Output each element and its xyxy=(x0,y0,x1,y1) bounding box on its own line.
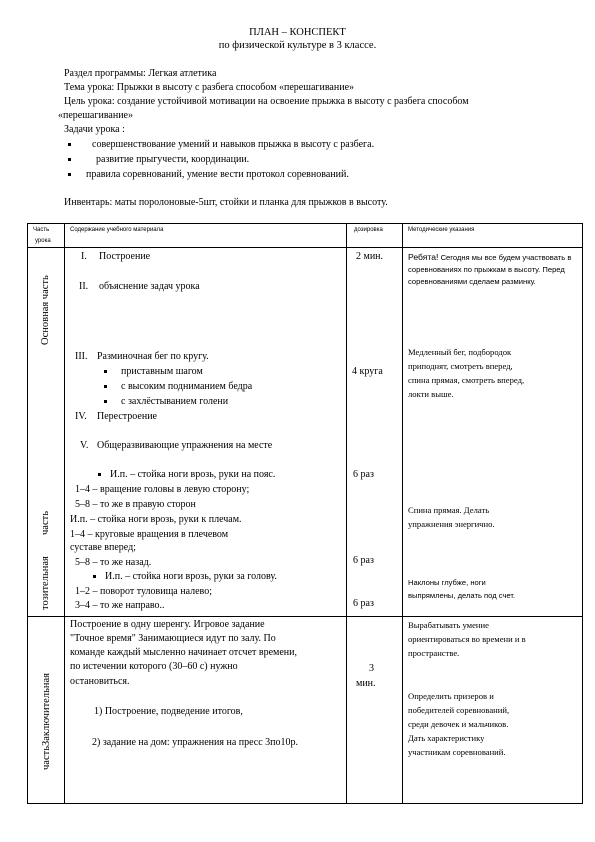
bullet-icon xyxy=(93,575,96,578)
method-note: среди девочек и мальчиков. xyxy=(408,719,509,729)
exercise-line: 1–2 – поворот туловища налево; xyxy=(75,586,212,597)
bullet-icon xyxy=(104,400,107,403)
final-line: команде каждый мысленно начинает отсчет времени, xyxy=(70,647,298,658)
final-line: 1) Построение, подведение итогов, xyxy=(94,706,243,717)
exercise-line: 5–8 – то же назад. xyxy=(75,557,152,568)
list-item: приставным шагом xyxy=(121,366,203,377)
lesson-goal: Цель урока: создание устойчивой мотивации на освоение прыжка в высоту с разбега способом xyxy=(64,96,469,107)
method-note-lead: Ребята! xyxy=(408,252,439,262)
item-text: объяснение задач урока xyxy=(99,281,200,292)
method-note: локти выше. xyxy=(408,389,454,399)
final-line: "Точное время" Занимающиеся идут по залу. По xyxy=(70,633,276,644)
part-label-main: Основная часть xyxy=(40,275,51,345)
item-number: V. xyxy=(80,440,89,451)
method-note: приподнят, смотреть вперед, xyxy=(408,361,513,371)
list-item: с высоким подниманием бедра xyxy=(121,381,253,392)
task-item: правила соревнований, умение вести протокол соревнований. xyxy=(86,169,349,180)
method-note: спина прямая, смотреть вперед, xyxy=(408,375,525,385)
final-line: 2) задание на дом: упражнения на пресс 3по10р. xyxy=(92,737,299,748)
part-label-final: частьЗаключительная xyxy=(41,673,52,770)
part-label-prep-b: тозительная xyxy=(40,556,51,610)
method-note xyxy=(408,251,578,289)
method-note: участникам соревнований. xyxy=(408,747,506,757)
exercise-line: суставе вперед; xyxy=(70,542,136,553)
item-text: Перестроение xyxy=(97,411,157,422)
exercise-line: 3–4 – то же направо.. xyxy=(75,600,165,611)
bullet-icon xyxy=(68,173,71,176)
method-note: победителей соревнований, xyxy=(408,705,510,715)
item-number: I. xyxy=(81,251,87,262)
method-note: Спина прямая. Делать xyxy=(408,505,490,515)
bullet-icon xyxy=(104,385,107,388)
method-note: ориентироваться во времени и в xyxy=(408,634,526,644)
header-content: Содержание учебного материала xyxy=(70,227,164,233)
exercise-line: И.п. – стойка ноги врозь, руки на пояс. xyxy=(110,469,276,480)
final-line: остановиться. xyxy=(70,676,130,687)
document-title: ПЛАН – КОНСПЕКТ xyxy=(249,27,346,38)
dosage-value: 6 раз xyxy=(353,469,374,480)
list-item: с захлёстыванием голени xyxy=(121,396,229,407)
item-number: II. xyxy=(79,281,89,292)
method-note: Медленный бег, подбородок xyxy=(408,347,512,357)
dosage-value: мин. xyxy=(356,678,376,689)
tasks-label: Задачи урока : xyxy=(64,124,125,135)
item-text: Построение xyxy=(99,251,151,262)
item-number: IV. xyxy=(75,411,87,422)
method-note: Определить призеров и xyxy=(408,691,494,701)
method-note: Вырабатывать умение xyxy=(408,620,489,630)
exercise-line: И.п. – стойка ноги врозь, руки к плечам. xyxy=(70,514,242,525)
program-section: Раздел программы: Легкая атлетика xyxy=(64,68,217,79)
method-note: выпрямлены, делать под счет. xyxy=(408,591,516,600)
header-method: Методические указания xyxy=(408,227,475,233)
exercise-line: И.п. – стойка ноги врозь, руки за голову. xyxy=(105,571,277,582)
method-note: пространстве. xyxy=(408,648,460,658)
bullet-icon xyxy=(104,370,107,373)
method-note: упражнения энергично. xyxy=(408,519,495,529)
dosage-value: 4 круга xyxy=(352,366,383,377)
method-note: Наклоны глубже, ноги xyxy=(408,578,486,587)
lesson-topic: Тема урока: Прыжки в высоту с разбега способом «перешагивание» xyxy=(64,82,355,93)
part-label-prep-a: часть xyxy=(40,511,51,535)
item-text: Общеразвивающие упражнения на месте xyxy=(97,440,273,451)
bullet-icon xyxy=(98,473,101,476)
task-item: развитие прыгучести, координации. xyxy=(96,154,250,165)
bullet-icon xyxy=(68,143,71,146)
exercise-line: 1–4 – вращение головы в левую сторону; xyxy=(75,484,250,495)
final-line: по истечении которого (30–60 с) нужно xyxy=(70,661,238,672)
dosage-value: 6 раз xyxy=(353,598,374,609)
lesson-goal-cont: «перешагивание» xyxy=(58,110,133,121)
dosage-value: 2 мин. xyxy=(356,251,384,262)
header-part: Часть xyxy=(33,227,50,233)
final-line: Построение в одну шеренгу. Игровое задание xyxy=(70,619,265,630)
task-item: совершенствование умений и навыков прыжка в высоту с разбега. xyxy=(92,139,375,150)
method-note-body: Сегодня мы все будем участвовать в соревнованиях по прыжкам в высоту. Перед соревнованиями сделаем разминку. xyxy=(408,253,572,287)
header-dosage: дозировка xyxy=(354,227,383,233)
method-note: Дать характеристику xyxy=(408,733,485,743)
dosage-value: 6 раз xyxy=(353,555,374,566)
item-number: III. xyxy=(75,351,88,362)
bullet-icon xyxy=(68,158,71,161)
item-text: Разминочная бег по кругу. xyxy=(97,351,209,362)
header-part-2: урока xyxy=(35,238,51,244)
document-subtitle: по физической культуре в 3 классе. xyxy=(218,40,377,51)
inventory: Инвентарь: маты поролоновые-5шт, стойки и планка для прыжков в высоту. xyxy=(64,197,388,208)
exercise-line: 5–8 – то же в правую сторон xyxy=(75,499,196,510)
dosage-value: 3 xyxy=(369,663,374,674)
exercise-line: 1–4 – круговые вращения в плечевом xyxy=(70,529,229,540)
